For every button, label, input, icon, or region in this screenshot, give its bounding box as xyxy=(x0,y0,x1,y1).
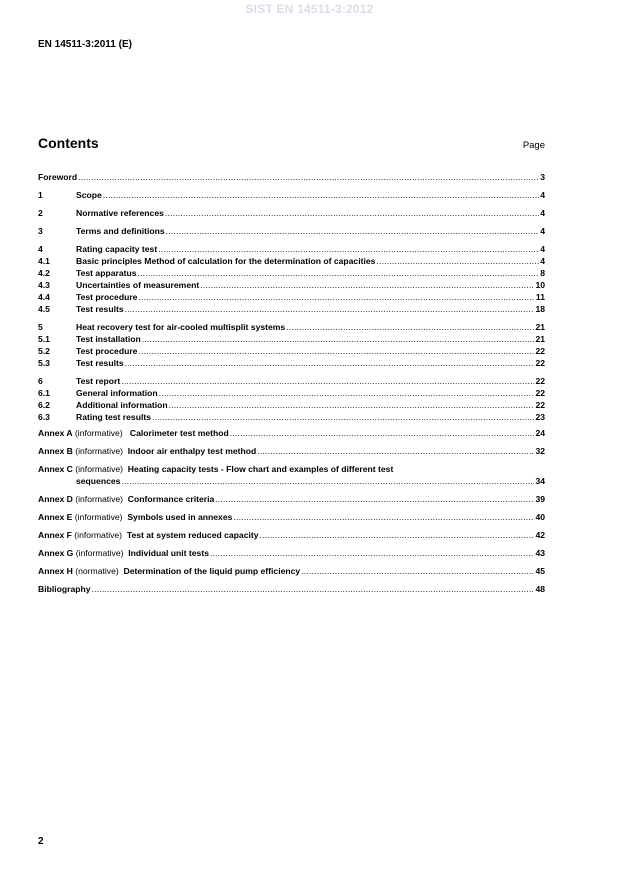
toc-entry-text: Symbols used in annexes xyxy=(127,512,233,522)
annex-label: Annex B xyxy=(38,446,73,456)
toc-entry-foreword[interactable] xyxy=(38,171,545,183)
toc-page: 32 xyxy=(535,446,545,456)
watermark: SIST EN 14511-3:2012 xyxy=(245,2,374,16)
toc-entry-text: Rating capacity test xyxy=(76,244,158,254)
toc-entry-4-3[interactable] xyxy=(38,279,545,291)
annex-label: Annex D xyxy=(38,494,73,504)
annex-label: Annex G xyxy=(38,548,74,558)
leader-dots xyxy=(138,345,534,357)
toc-entry-text: Test at system reduced capacity xyxy=(126,530,259,540)
leader-dots xyxy=(138,291,534,303)
annex-label: Annex A xyxy=(38,428,73,438)
leader-dots xyxy=(301,565,534,577)
leader-dots xyxy=(125,303,535,315)
toc-number: 4.4 xyxy=(38,292,50,302)
leader-dots xyxy=(121,375,534,387)
leader-dots xyxy=(260,529,535,541)
toc-page: 18 xyxy=(535,304,545,314)
toc-entry-4-1[interactable] xyxy=(38,255,545,267)
leader-dots xyxy=(200,279,534,291)
leader-dots xyxy=(210,547,534,559)
toc-number: 6 xyxy=(38,376,43,386)
leader-dots xyxy=(169,399,535,411)
toc-entry-text: Determination of the liquid pump efficiency xyxy=(123,566,301,576)
leader-dots xyxy=(92,583,535,595)
toc-entry-text: Foreword xyxy=(38,172,78,182)
annex-type: (informative) xyxy=(75,464,124,474)
leader-dots xyxy=(125,357,535,369)
toc-entry-text: Conformance criteria xyxy=(127,494,215,504)
toc-page: 34 xyxy=(535,476,545,486)
leader-dots xyxy=(103,189,539,201)
toc-number: 4 xyxy=(38,244,43,254)
leader-dots xyxy=(138,267,540,279)
leader-dots xyxy=(158,243,539,255)
toc-page: 21 xyxy=(535,334,545,344)
toc-page: 4 xyxy=(540,244,545,254)
toc-entry-text: Uncertainties of measurement xyxy=(76,280,200,290)
toc-entry-text: Heat recovery test for air-cooled multisplit systems xyxy=(76,322,286,332)
toc-entry-text: Test results xyxy=(76,358,124,368)
toc-page: 3 xyxy=(540,172,545,182)
leader-dots xyxy=(233,511,534,523)
toc-entry-5[interactable] xyxy=(38,321,545,333)
leader-dots xyxy=(166,225,540,237)
leader-dots xyxy=(121,475,534,487)
annex-type: (informative) xyxy=(74,512,123,522)
toc-page: 21 xyxy=(535,322,545,332)
leader-dots xyxy=(165,207,539,219)
toc-entry-annex-e[interactable] xyxy=(38,511,545,523)
toc-page: 4 xyxy=(540,208,545,218)
leader-dots xyxy=(142,333,535,345)
toc-entry-2[interactable] xyxy=(38,207,545,219)
annex-type: (normative) xyxy=(75,566,119,576)
toc-page: 40 xyxy=(535,512,545,522)
toc-entry-annex-c-continued[interactable] xyxy=(38,475,545,487)
toc-entry-text: Basic principles Method of calculation for the determination of capacities xyxy=(76,256,376,266)
toc-entry-text: Test procedure xyxy=(76,346,138,356)
annex-type: (informative) xyxy=(74,428,123,438)
toc-entry-text: Test procedure xyxy=(76,292,138,302)
toc-number: 2 xyxy=(38,208,43,218)
toc-page: 43 xyxy=(535,548,545,558)
leader-dots xyxy=(376,255,539,267)
toc-page: 4 xyxy=(540,256,545,266)
toc-entry-text: Scope xyxy=(76,190,102,200)
toc-entry-text: Heating capacity tests - Flow chart and examples of different test xyxy=(127,464,394,474)
annex-label: Annex F xyxy=(38,530,72,540)
toc-page: 4 xyxy=(540,190,545,200)
toc-number: 5 xyxy=(38,322,43,332)
toc-page: 23 xyxy=(535,412,545,422)
toc-entry-annex-c[interactable] xyxy=(38,463,545,475)
toc-entry-text: Test results xyxy=(76,304,124,314)
toc-page: 48 xyxy=(535,584,545,594)
toc-entry-6-2[interactable] xyxy=(38,399,545,411)
toc-entry-text: Additional information xyxy=(76,400,168,410)
leader-dots xyxy=(230,427,535,439)
toc-page: 11 xyxy=(535,292,545,302)
annex-type: (informative) xyxy=(74,530,123,540)
toc-number: 5.3 xyxy=(38,358,50,368)
leader-dots xyxy=(215,493,534,505)
toc-number: 1 xyxy=(38,190,43,200)
annex-type: (informative) xyxy=(75,548,124,558)
toc-number: 5.1 xyxy=(38,334,50,344)
toc-page: 4 xyxy=(540,226,545,236)
toc-page: 45 xyxy=(535,566,545,576)
toc-page: 39 xyxy=(535,494,545,504)
page-column-label: Page xyxy=(522,140,545,151)
annex-type: (informative) xyxy=(75,494,124,504)
toc-entry-6-3[interactable] xyxy=(38,411,545,423)
toc-entry-4-5[interactable] xyxy=(38,303,545,315)
toc-entry-annex-f[interactable] xyxy=(38,529,545,541)
toc-entry-text-continued: sequences xyxy=(76,476,121,486)
table-of-contents xyxy=(38,171,545,595)
toc-number: 4.3 xyxy=(38,280,50,290)
toc-page: 22 xyxy=(535,376,545,386)
toc-entry-annex-b[interactable] xyxy=(38,445,545,457)
toc-entry-5-2[interactable] xyxy=(38,345,545,357)
toc-entry-text: Terms and definitions xyxy=(76,226,165,236)
toc-page: 22 xyxy=(535,388,545,398)
toc-number: 4.1 xyxy=(38,256,50,266)
toc-page: 8 xyxy=(540,268,545,278)
toc-entry-5-3[interactable] xyxy=(38,357,545,369)
leader-dots xyxy=(257,445,534,457)
leader-dots xyxy=(78,171,539,183)
toc-entry-text: Test installation xyxy=(76,334,141,344)
toc-number: 4.2 xyxy=(38,268,50,278)
toc-entry-text: Rating test results xyxy=(76,412,151,422)
toc-entry-annex-a[interactable] xyxy=(38,427,545,439)
toc-entry-text: Test report xyxy=(76,376,121,386)
toc-entry-text: Test apparatus xyxy=(76,268,137,278)
toc-entry-3[interactable] xyxy=(38,225,545,237)
toc-number: 6.1 xyxy=(38,388,50,398)
toc-page: 24 xyxy=(535,428,545,438)
toc-entry-bibliography[interactable] xyxy=(38,583,545,595)
annex-label: Annex H xyxy=(38,566,73,576)
toc-number: 3 xyxy=(38,226,43,236)
toc-entry-text: Bibliography xyxy=(38,584,91,594)
toc-entry-annex-g[interactable] xyxy=(38,547,545,559)
toc-entry-annex-h[interactable] xyxy=(38,565,545,577)
toc-entry-text: Normative references xyxy=(76,208,164,218)
toc-page: 22 xyxy=(535,358,545,368)
toc-entry-text: Individual unit tests xyxy=(128,548,209,558)
document-id: EN 14511-3:2011 (E) xyxy=(38,39,132,50)
toc-entry-6[interactable] xyxy=(38,375,545,387)
toc-number: 6.3 xyxy=(38,412,50,422)
toc-page: 10 xyxy=(535,280,545,290)
page-number: 2 xyxy=(38,836,44,847)
toc-entry-1[interactable] xyxy=(38,189,545,201)
toc-page: 22 xyxy=(535,346,545,356)
toc-entry-text: Indoor air enthalpy test method xyxy=(127,446,257,456)
toc-page: 22 xyxy=(535,400,545,410)
leader-dots xyxy=(286,321,534,333)
toc-number: 5.2 xyxy=(38,346,50,356)
toc-page: 42 xyxy=(535,530,545,540)
contents-title: Contents xyxy=(38,135,99,151)
toc-entry-6-1[interactable] xyxy=(38,387,545,399)
annex-label: Annex E xyxy=(38,512,73,522)
leader-dots xyxy=(159,387,535,399)
leader-dots xyxy=(152,411,534,423)
toc-number: 4.5 xyxy=(38,304,50,314)
toc-entry-text: Calorimeter test method xyxy=(129,428,229,438)
toc-entry-4[interactable] xyxy=(38,243,545,255)
toc-entry-5-1[interactable] xyxy=(38,333,545,345)
toc-number: 6.2 xyxy=(38,400,50,410)
annex-type: (informative) xyxy=(75,446,124,456)
toc-entry-4-4[interactable] xyxy=(38,291,545,303)
toc-entry-annex-d[interactable] xyxy=(38,493,545,505)
toc-entry-4-2[interactable] xyxy=(38,267,545,279)
toc-entry-text: General information xyxy=(76,388,158,398)
annex-label: Annex C xyxy=(38,464,73,474)
